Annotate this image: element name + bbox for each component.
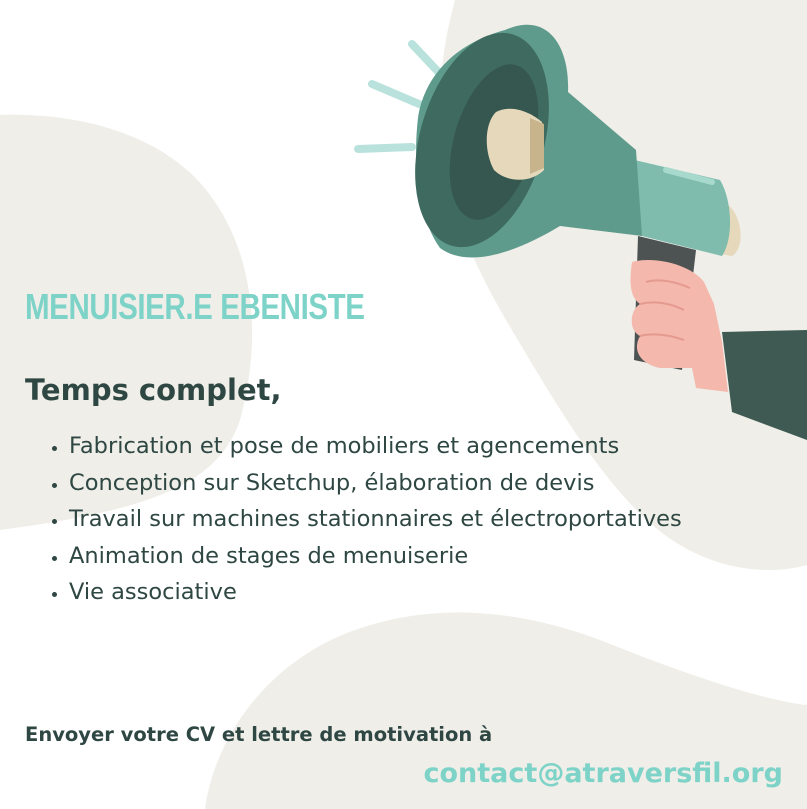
task-item: • Vie associative (69, 574, 759, 611)
sleeve (722, 330, 807, 440)
task-item: • Travail sur machines stationnaires et électroportatives (69, 501, 759, 538)
call-to-action: Envoyer votre CV et lettre de motivation à (25, 723, 493, 746)
hand (630, 260, 728, 392)
job-title: MENUISIER.E EBENISTE (25, 286, 365, 327)
contract-type: Temps complet, (25, 373, 282, 407)
task-item: • Fabrication et pose de mobiliers et agencements (69, 428, 759, 465)
megaphone-icon (340, 10, 807, 440)
task-item: • Animation de stages de menuiserie (69, 538, 759, 575)
task-item: • Conception sur Sketchup, élaboration de devis (69, 465, 759, 502)
contact-email-link[interactable]: contact@atraversfil.org (423, 758, 783, 789)
driver-shade (530, 118, 544, 174)
task-list (45, 428, 759, 611)
